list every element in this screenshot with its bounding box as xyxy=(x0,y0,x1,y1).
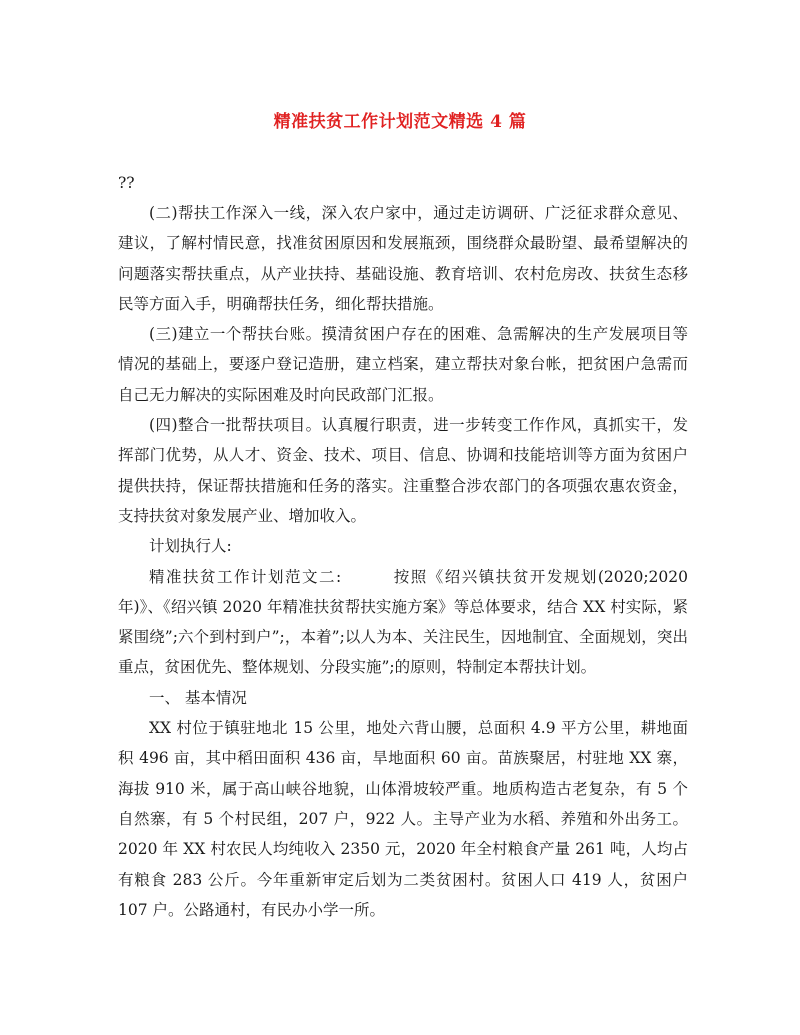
paragraph-plan-two: 精准扶贫工作计划范文二: 按照《绍兴镇扶贫开发规划(2020;2020 年)》、《绍兴镇 2020 年精准扶贫帮扶实施方案》等总体要求，结合 XX 村实际，紧紧围绕”;六个到村到户”;，本着”;以人为本、关注民生，因地制宜、全面规划，突出重点，贫困优先、整体规划、分段实施”;的原则，特制定本帮扶计划。 xyxy=(118,567,688,677)
paragraph-4: (四)整合一批帮扶项目。认真履行职责，进一步转变工作作风，真抓实干，发挥部门优势，从人才、资金、技术、项目、信息、协调和技能培训等方面为贫困户提供扶持，保证帮扶措施和任务的落实。注重整合涉农部门的各项强农惠农资金，支持扶贫对象发展产业、增加收入。 xyxy=(118,416,688,525)
section-heading-basic: 一、 基本情况 xyxy=(149,688,247,707)
paragraph-2: (二)帮扶工作深入一线，深入农户家中，通过走访调研、广泛征求群众意见、建议，了解村情民意，找准贫困原因和发展瓶颈，围绕群众最盼望、最希望解决的问题落实帮扶重点，从产业扶持、基础设施、教育培训、农村危房改、扶贫生态移民等方面入手，明确帮扶任务，细化帮扶措施。 xyxy=(118,204,688,313)
placeholder-marks: ?? xyxy=(118,174,135,192)
paragraph-3: (三)建立一个帮扶台账。摸清贫困户存在的困难、急需解决的生产发展项目等情况的基础上，要逐户登记造册，建立档案，建立帮扶对象台帐，把贫困户急需而自己无力解决的实际困难及时向民政部门汇报。 xyxy=(118,325,688,404)
document-title: 精准扶贫工作计划范文精选 4 篇 xyxy=(273,112,527,132)
document-body xyxy=(118,168,688,925)
paragraph-basic-info: XX 村位于镇驻地北 15 公里，地处六背山腰，总面积 4.9 平方公里，耕地面积 496 亩，其中稻田面积 436 亩，旱地面积 60 亩。苗族聚居，村驻地 XX 寨，海拔 910 米，属于高山峡谷地貌，山体滑坡较严重。地质构造古老复杂，有 5 个自然寨，有 5 个村民组，207 户，922 人。主导产业为水稻、养殖和外出务工。2020 年 XX 村农民人均纯收入 2350 元，2020 年全村粮食产量 261 吨，人均占有粮食 283 公斤。今年重新审定后划为二类贫困村。贫困人口 419 人，贫困户 107 户。公路通村，有民办小学一所。 xyxy=(118,719,688,919)
executor-label: 计划执行人: xyxy=(149,537,232,556)
